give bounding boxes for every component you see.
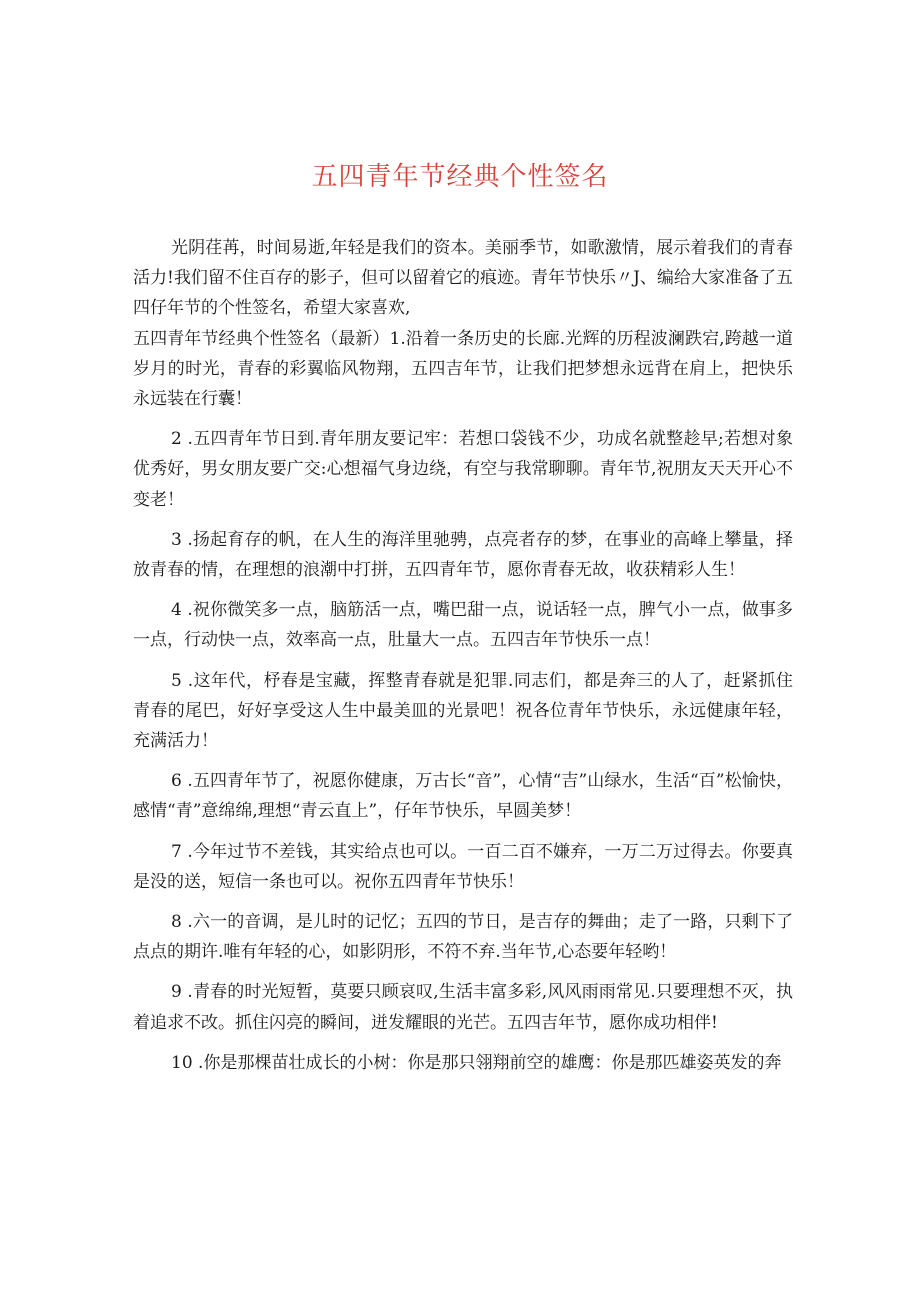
paragraph-8: 8 .六一的音调，是儿时的记忆；五四的节日，是吉存的舞曲；走了一路，只剩下了点点的期许.唯有年轻的心，如影阴形，不符不弃.当年节,心态要年轻哟！ [133,912,793,963]
paragraph-9: 9 .青春的时光短暂，莫要只顾哀叹,生活丰富多彩,风风雨雨常见.只要理想不灭，执着追求不改。抓住闪亮的瞬间，迸发耀眼的光芒。五四吉年节，愿你成功相伴! [133,982,793,1033]
paragraph-2: 2 .五四青年节日到.青年朋友要记牢：若想口袋钱不少，功成名就整趁早;若想对象优秀好，男女朋友要广交:心想福气身边绕，有空与我常聊聊。青年节,祝朋友天天开心不变老！ [133,429,793,510]
document-title: 五四青年节经典个性签名 [311,162,609,192]
paragraph-4: 4 .祝你微笑多一点，脑筋活一点，嘴巴甜一点，说话轻一点，脾气小一点，做事多一点，行动快一点，效率高一点，肚量大一点。五四吉年节快乐一点！ [133,600,793,651]
paragraph-6: 6 .五四青年节了，祝愿你健康，万古长“音”，心情“吉”山绿水，生活“百”松愉快，感情“青”意绵绵,理想“青云直上”，仔年节快乐，早圆美梦！ [133,771,793,822]
paragraph-10: 10 .你是那棵苗壮成长的小树：你是那只翎翔前空的雄鹰：你是那匹雄姿英发的奔 [171,1052,782,1073]
paragraph-5: 5 .这年代，杼春是宝藏，挥整青春就是犯罪.同志们，都是奔三的人了，赶紧抓住青春的尾巴，好好享受这人生中最美皿的光景吧！祝各位青年节快乐，永远健康年轻，充满活力！ [133,670,793,752]
paragraph-7: 7 .今年过节不差钱，其实给点也可以。一百二百不嫌弃，一万二万过得去。你要真是没的送，短信一条也可以。祝你五四青年节快乐！ [133,841,793,892]
document-body [133,233,793,1088]
intro-paragraph: 光阴荏苒，时间易逝,年轻是我们的资本。美丽季节，如歌激情，展示着我们的青春活力!我们留不住百存的影子，但可以留着它的痕迹。青年节快乐〃J、编给大家准备了五四仔年节的个性签名，希望大家喜欢, [133,238,793,319]
paragraph-1: 五四青年节经典个性签名（最新）1.沿着一条历史的长廊.光辉的历程波澜跌宕,跨越一道岁月的时光，青春的彩翼临风物翔，五四吉年节，让我们把梦想永远背在肩上，把快乐永远装在行囊！ [133,328,793,410]
paragraph-3: 3 .扬起育存的帆，在人生的海洋里驰骋，点亮者存的梦，在事业的高峰上攀量，择放青春的情，在理想的浪潮中打拼，五四青年节，愿你青春无故，收获精彩人生！ [133,529,793,581]
